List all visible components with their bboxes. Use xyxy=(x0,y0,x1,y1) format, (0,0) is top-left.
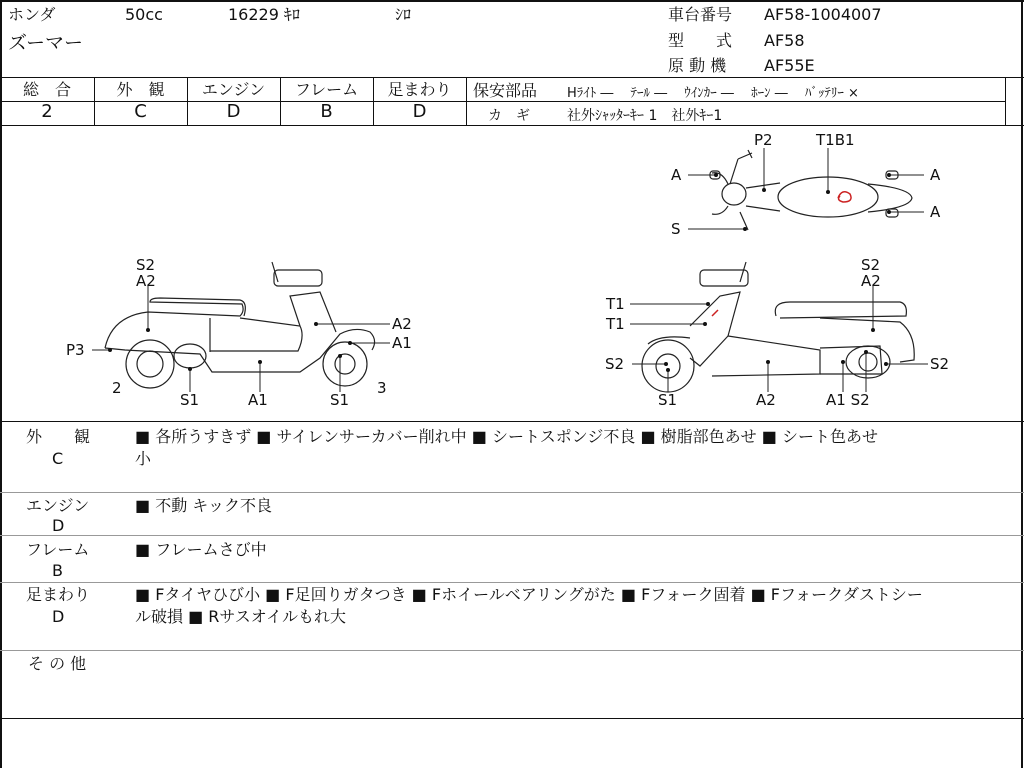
section-text-exterior-1: ■ 各所うすきず ■ サイレンサーカバー削れ中 ■ シートスポンジ不良 ■ 樹脂部色あせ ■ シート色あせ xyxy=(135,427,878,446)
frame-no: AF58-1004007 xyxy=(764,5,882,24)
section-label-frame: フレーム xyxy=(26,540,90,559)
label-left-p3: P3 xyxy=(66,341,85,359)
label-right-t1a: T1 xyxy=(606,295,625,313)
label-left-2: 2 xyxy=(112,379,122,397)
grade-label-exterior: 外 観 xyxy=(116,80,165,99)
section-text-suspension-2: ル破損 ■ Rサスオイルもれ大 xyxy=(135,607,346,626)
label-left-a1r: A1 xyxy=(392,334,412,352)
scooter-top-view xyxy=(710,150,912,230)
divider-exterior xyxy=(0,492,1024,493)
divider-frame xyxy=(0,582,1024,583)
label-right-a2: A2 xyxy=(756,391,776,409)
label-a-right-2: A xyxy=(930,203,941,221)
divider-engine xyxy=(0,535,1024,536)
damage-mark-seat xyxy=(838,192,851,202)
key-label: カ ギ xyxy=(488,108,530,124)
security-title: 保安部品 xyxy=(473,81,538,100)
divider-other xyxy=(0,718,1024,719)
model-name: ズーマー xyxy=(8,32,84,54)
border-top xyxy=(0,0,1024,2)
grade-label-suspension: 足まわり xyxy=(387,80,452,99)
section-text-engine: ■ 不動 キック不良 xyxy=(135,496,272,515)
label-a-left: A xyxy=(671,166,682,184)
engine-value: AF55E xyxy=(764,56,815,75)
label-left-a2r: A2 xyxy=(392,315,412,333)
grade-value-overall: 2 xyxy=(41,101,53,122)
type-value: AF58 xyxy=(764,31,805,50)
security-right-edge xyxy=(1005,77,1006,125)
body-color: ｼﾛ xyxy=(395,5,412,24)
label-p2: P2 xyxy=(754,131,773,149)
divider-suspension xyxy=(0,650,1024,651)
section-grade-frame: B xyxy=(52,561,63,580)
grade-label-engine: エンジン xyxy=(201,80,266,99)
security-row-sep xyxy=(466,101,1006,102)
label-right-s2-top: S2 xyxy=(861,256,881,274)
type-label: 型 式 xyxy=(668,31,733,50)
label-right-s2-right: S2 xyxy=(930,355,950,373)
label-right-a1s2: A1 S2 xyxy=(826,391,870,409)
damage-mark-body xyxy=(712,310,718,316)
key-value: 社外ｼｬｯﾀｰｷｰ 1 社外ｷｰ1 xyxy=(567,108,723,124)
label-left-s2: S2 xyxy=(136,256,156,274)
engine-label: 原 動 機 xyxy=(668,56,727,75)
label-left-s1b: S1 xyxy=(330,391,350,409)
divider-header xyxy=(0,77,1024,78)
label-left-3: 3 xyxy=(377,379,387,397)
label-left-a1: A1 xyxy=(248,391,268,409)
label-right-a2-top: A2 xyxy=(861,272,881,290)
section-text-exterior-2: 小 xyxy=(135,449,152,468)
label-right-t1b: T1 xyxy=(606,315,625,333)
label-a-right-1: A xyxy=(930,166,941,184)
section-grade-suspension: D xyxy=(52,607,65,626)
label-left-s1a: S1 xyxy=(180,391,200,409)
divider-diagram xyxy=(0,421,1024,422)
section-grade-engine: D xyxy=(52,516,65,535)
grade-value-exterior: C xyxy=(134,101,147,122)
section-label-suspension: 足まわり xyxy=(26,585,91,604)
grade-value-suspension: D xyxy=(412,101,427,122)
section-grade-exterior: C xyxy=(52,449,64,468)
grade-value-frame: B xyxy=(320,101,333,122)
label-left-a2: A2 xyxy=(136,272,156,290)
grade-label-frame: フレーム xyxy=(294,80,359,99)
grade-label-overall: 総 合 xyxy=(22,80,71,99)
label-right-s2-left: S2 xyxy=(605,355,625,373)
label-t1b1: T1B1 xyxy=(816,131,855,149)
mileage: 16229 ｷﾛ xyxy=(228,5,300,24)
condition-diagram xyxy=(0,126,1020,421)
section-label-other: そ の 他 xyxy=(28,654,87,673)
grade-value-engine: D xyxy=(226,101,241,122)
label-s-top: S xyxy=(671,220,681,238)
section-label-exterior: 外 観 xyxy=(26,427,91,446)
label-right-s1: S1 xyxy=(658,391,678,409)
section-text-suspension-1: ■ Fタイヤひび小 ■ F足回りガタつき ■ Fホイールベアリングがた ■ Fフォーク固着 ■ Fフォークダストシー xyxy=(135,585,923,604)
section-label-engine: エンジン xyxy=(26,496,90,515)
security-parts: Hﾗｲﾄ ― ﾃｰﾙ ― ｳｲﾝｶｰ ― ﾎｰﾝ ― ﾊﾞｯﾃﾘｰ × xyxy=(567,86,859,101)
section-text-frame: ■ フレームさび中 xyxy=(135,540,267,559)
border-right xyxy=(1021,0,1023,768)
maker: ホンダ xyxy=(8,5,56,24)
displacement: 50cc xyxy=(125,5,163,24)
frame-no-label: 車台番号 xyxy=(668,5,733,24)
